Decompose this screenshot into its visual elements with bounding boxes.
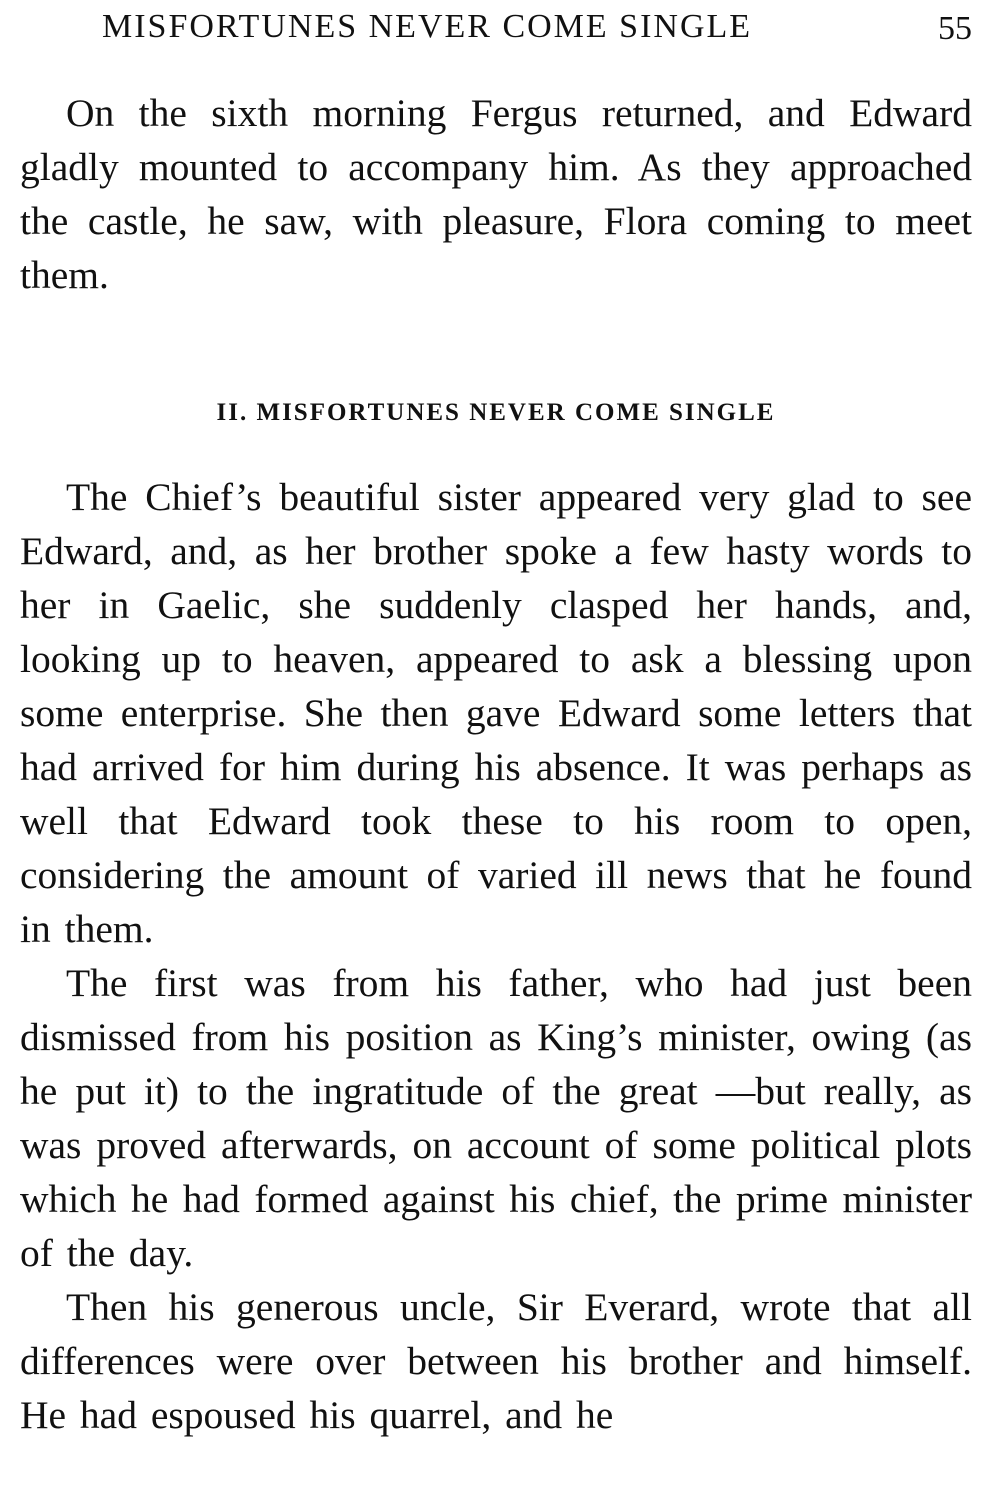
section-heading: II. MISFORTUNES NEVER COME SINGLE: [216, 399, 776, 426]
paragraph: On the sixth morning Fergus returned, and Edward gladly mounted to accompany him. As they approached the castle, he saw, with pleasure, Flora coming to meet them.: [20, 91, 972, 297]
paragraph: Then his generous uncle, Sir Everard, wrote that all differences were over between his brother and himself. He had espoused his quarrel, and he: [20, 1285, 972, 1437]
paragraph: The first was from his father, who had just been dismissed from his position as King’s minister, owing (as he put it) to the ingratitude of the great —but really, as was proved afterwards, on account of some political plots which he had formed against his chief, the prime minister of the day.: [20, 961, 972, 1275]
paragraph: The Chief’s beautiful sister appeared very glad to see Edward, and, as her brother spoke a few hasty words to her in Gaelic, she suddenly clasped her hands, and, looking up to heaven, appeared to ask a blessing upon some enterprise. She then gave Edward some letters that had arrived for him during his absence. It was perhaps as well that Edward took these to his room to open, considering the amount of varied ill news that he found in them.: [20, 475, 972, 951]
book-page: [20, 0, 972, 1442]
running-head: [20, 0, 972, 56]
page-number: 55: [938, 10, 972, 47]
running-title: MISFORTUNES NEVER COME SINGLE: [102, 8, 753, 45]
